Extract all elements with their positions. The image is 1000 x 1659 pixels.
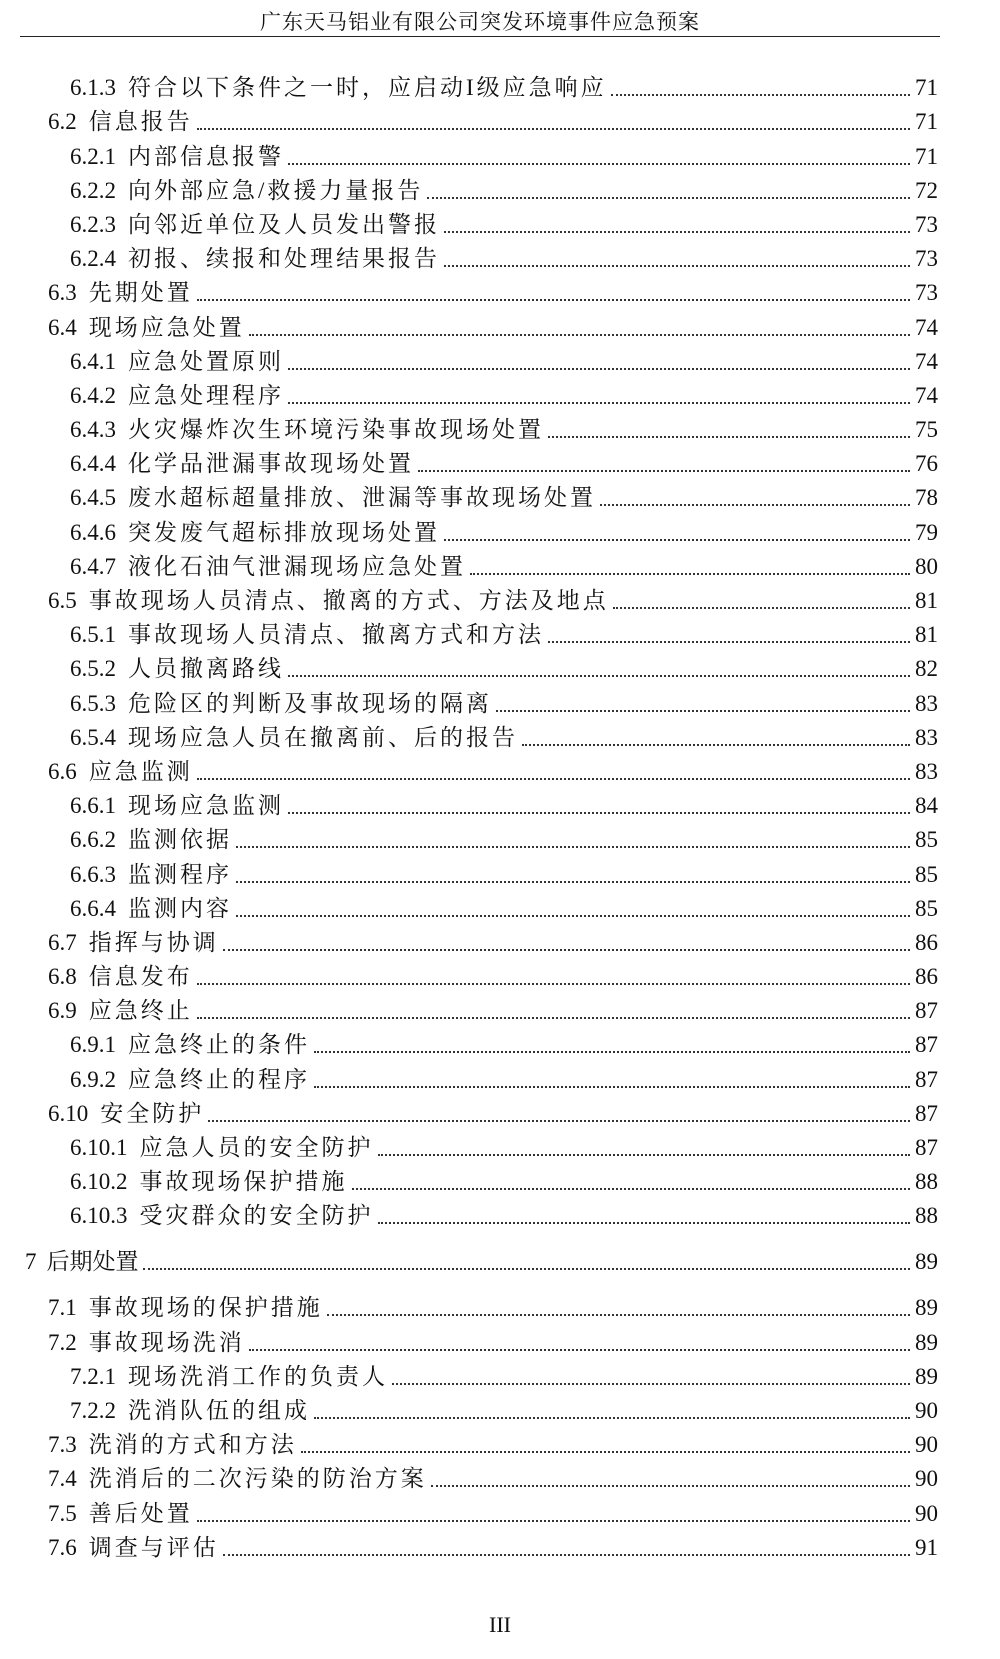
toc-entry[interactable] (0, 1230, 1000, 1276)
toc-entry[interactable] (0, 478, 1000, 512)
toc-entry-number: 6.4.5 (70, 485, 116, 511)
toc-entry-number: 6.2.3 (70, 211, 116, 237)
toc-entry-title: 现场应急人员在撤离前、后的报告 (128, 724, 518, 750)
toc-entry-number: 6.1.3 (70, 75, 116, 101)
toc-entry-page: 71 (915, 109, 938, 135)
dot-leader (522, 744, 910, 746)
toc-entry-page: 81 (915, 588, 938, 613)
toc-entry-title: 先期处置 (88, 280, 193, 306)
toc-entry-title: 监测程序 (128, 861, 232, 887)
toc-entry-page: 76 (915, 451, 938, 477)
toc-entry-number: 6.2.1 (70, 143, 116, 169)
toc-entry-number: 6.6 (48, 758, 77, 784)
toc-entry-number: 6.6.4 (70, 895, 116, 921)
toc-entry-number: 6.5.3 (70, 690, 116, 716)
toc-entry[interactable] (0, 1322, 1000, 1356)
toc-entry-page: 72 (915, 177, 938, 203)
toc-entry-title: 火灾爆炸次生环境污染事故现场处置 (128, 417, 544, 443)
toc-entry-title: 信息发布 (88, 964, 193, 990)
toc-entry-number: 6.6.1 (70, 793, 116, 819)
toc-entry[interactable] (0, 307, 1000, 341)
toc-entry-title: 向外部应急/救援力量报告 (128, 177, 424, 203)
toc-entry-title: 受灾群众的安全防护 (139, 1203, 374, 1229)
table-of-contents (0, 68, 1000, 1562)
toc-entry[interactable] (0, 273, 1000, 307)
toc-entry-number: 6.10.3 (70, 1203, 128, 1229)
toc-entry-number: 6.4.7 (70, 553, 116, 579)
toc-entry-page: 85 (915, 827, 938, 853)
dot-leader (223, 949, 910, 951)
dot-leader (431, 1485, 910, 1487)
dot-leader (611, 94, 910, 96)
toc-entry-title: 后期处置 (46, 1249, 139, 1275)
toc-entry-title: 洗消后的二次污染的防治方案 (88, 1466, 427, 1492)
toc-entry-page: 74 (915, 314, 938, 340)
toc-entry[interactable] (0, 581, 1000, 615)
toc-entry-page: 87 (915, 998, 938, 1024)
dot-leader (288, 163, 910, 165)
toc-entry-title: 事故现场人员清点、撤离的方式、方法及地点 (88, 588, 609, 613)
toc-entry-title: 液化石油气泄漏现场应急处置 (128, 553, 466, 579)
toc-entry[interactable] (0, 68, 1000, 102)
dot-leader (378, 1154, 911, 1156)
dot-leader (236, 846, 910, 848)
toc-entry-title: 初报、续报和处理结果报告 (128, 246, 440, 272)
running-header: 广东天马铝业有限公司突发环境事件应急预案 (20, 6, 940, 37)
toc-entry-number: 6.4.6 (70, 519, 116, 545)
toc-entry-title: 洗消队伍的组成 (128, 1397, 310, 1423)
toc-entry[interactable] (0, 820, 1000, 854)
dot-leader (288, 368, 910, 370)
toc-entry-title: 现场应急监测 (128, 793, 284, 819)
dot-leader (327, 1314, 910, 1316)
toc-entry-title: 事故现场洗消 (88, 1329, 245, 1355)
dot-leader (197, 778, 910, 780)
toc-entry[interactable] (0, 1094, 1000, 1128)
toc-entry-number: 6.4.1 (70, 348, 116, 374)
toc-entry-page: 86 (915, 964, 938, 990)
toc-entry-title: 应急处置原则 (128, 348, 284, 374)
toc-entry-number: 6.5 (48, 588, 77, 613)
toc-entry[interactable] (0, 342, 1000, 376)
toc-entry-title: 应急终止 (88, 998, 193, 1024)
toc-entry-number: 7 (25, 1249, 37, 1275)
toc-entry-number: 6.5.1 (70, 622, 116, 648)
toc-entry-page: 71 (915, 143, 938, 169)
toc-entry-number: 7.1 (48, 1295, 77, 1321)
toc-entry-number: 6.4.3 (70, 417, 116, 443)
toc-entry[interactable] (0, 1196, 1000, 1230)
toc-entry-page: 85 (915, 861, 938, 887)
toc-entry[interactable] (0, 1459, 1000, 1493)
toc-entry[interactable] (0, 718, 1000, 752)
toc-entry[interactable] (0, 376, 1000, 410)
dot-leader (143, 1268, 911, 1270)
toc-entry-number: 7.2.1 (70, 1363, 116, 1389)
dot-leader (444, 231, 910, 233)
toc-entry-page: 74 (915, 348, 938, 374)
toc-entry-title: 事故现场人员清点、撤离方式和方法 (128, 622, 544, 648)
toc-entry-number: 6.9.2 (70, 1066, 116, 1092)
dot-leader (392, 1383, 910, 1385)
toc-entry-page: 88 (915, 1169, 938, 1195)
page-number: III (489, 1612, 511, 1637)
dot-leader (427, 197, 910, 199)
toc-entry-page: 80 (915, 553, 938, 579)
toc-entry-number: 7.2.2 (70, 1397, 116, 1423)
toc-entry-title: 监测内容 (128, 895, 232, 921)
toc-entry-title: 应急人员的安全防护 (139, 1135, 374, 1160)
toc-entry-page: 79 (915, 519, 938, 545)
toc-entry-page: 89 (915, 1249, 938, 1275)
toc-entry[interactable] (0, 1357, 1000, 1391)
dot-leader (600, 504, 910, 506)
toc-entry-page: 89 (915, 1363, 938, 1389)
toc-entry-number: 7.2 (48, 1329, 77, 1355)
toc-entry-page: 85 (915, 895, 938, 921)
toc-entry-number: 7.6 (48, 1534, 77, 1560)
toc-entry-page: 78 (915, 485, 938, 511)
toc-entry[interactable] (0, 136, 1000, 170)
dot-leader (444, 265, 910, 267)
toc-entry-number: 6.2.2 (70, 177, 116, 203)
toc-entry[interactable] (0, 752, 1000, 786)
toc-entry[interactable] (0, 1391, 1000, 1425)
toc-entry-page: 74 (915, 382, 938, 408)
toc-entry-page: 73 (915, 211, 938, 237)
toc-entry[interactable] (0, 1425, 1000, 1459)
toc-entry-page: 75 (915, 417, 938, 443)
dot-leader (548, 641, 910, 643)
dot-leader (197, 299, 910, 301)
toc-entry[interactable] (0, 786, 1000, 820)
toc-entry-page: 83 (915, 724, 938, 750)
toc-entry[interactable] (0, 444, 1000, 478)
toc-entry-number: 6.7 (48, 929, 77, 955)
toc-entry-number: 6.4 (48, 314, 77, 340)
dot-leader (470, 573, 910, 575)
dot-leader (223, 1554, 910, 1556)
toc-entry-page: 89 (915, 1329, 938, 1355)
dot-leader (314, 1086, 910, 1088)
dot-leader (496, 710, 910, 712)
toc-entry-number: 7.3 (48, 1432, 77, 1458)
dot-leader (444, 539, 910, 541)
dot-leader (288, 812, 910, 814)
toc-entry-number: 6.4.4 (70, 451, 116, 477)
dot-leader (249, 1349, 910, 1351)
toc-entry[interactable] (0, 923, 1000, 957)
toc-entry[interactable] (0, 1162, 1000, 1196)
toc-entry-title: 调查与评估 (88, 1534, 219, 1560)
toc-entry-number: 6.10.2 (70, 1169, 128, 1195)
toc-entry-page: 90 (915, 1466, 938, 1492)
toc-entry-number: 6.9.1 (70, 1032, 116, 1058)
toc-entry-page: 88 (915, 1203, 938, 1229)
toc-entry-title: 人员撤离路线 (128, 656, 284, 682)
dot-leader (249, 334, 910, 336)
toc-entry-title: 应急处理程序 (128, 382, 284, 408)
dot-leader (236, 881, 910, 883)
toc-entry-title: 现场应急处置 (88, 314, 245, 340)
toc-entry-page: 82 (915, 656, 938, 682)
toc-entry-number: 6.8 (48, 964, 77, 990)
toc-entry-title: 危险区的判断及事故现场的隔离 (128, 690, 492, 716)
dot-leader (197, 1520, 910, 1522)
toc-entry[interactable] (0, 512, 1000, 546)
dot-leader (208, 1120, 910, 1122)
toc-entry[interactable] (0, 205, 1000, 239)
toc-entry-page: 87 (915, 1066, 938, 1092)
toc-entry-number: 6.10.1 (70, 1135, 128, 1160)
dot-leader (197, 983, 910, 985)
toc-entry[interactable] (0, 683, 1000, 717)
toc-entry-page: 90 (915, 1397, 938, 1423)
toc-entry-page: 73 (915, 280, 938, 306)
dot-leader (314, 1417, 910, 1419)
toc-entry-title: 废水超标超量排放、泄漏等事故现场处置 (128, 485, 596, 511)
toc-entry-number: 7.5 (48, 1500, 77, 1526)
toc-entry[interactable] (0, 1025, 1000, 1059)
toc-entry-page: 71 (915, 75, 938, 101)
toc-entry-title: 指挥与协调 (88, 929, 219, 955)
toc-entry[interactable] (0, 239, 1000, 273)
toc-entry[interactable] (0, 957, 1000, 991)
toc-entry-page: 83 (915, 758, 938, 784)
toc-entry[interactable] (0, 410, 1000, 444)
toc-entry-title: 应急终止的程序 (128, 1066, 310, 1092)
toc-entry-number: 6.4.2 (70, 382, 116, 408)
dot-leader (378, 1222, 911, 1224)
toc-entry-page: 89 (915, 1295, 938, 1321)
toc-entry-title: 安全防护 (100, 1100, 205, 1126)
dot-leader (288, 402, 910, 404)
dot-leader (352, 1188, 911, 1190)
dot-leader (548, 436, 910, 438)
toc-entry-number: 6.5.2 (70, 656, 116, 682)
toc-entry-title: 现场洗消工作的负责人 (128, 1363, 388, 1389)
toc-entry[interactable] (0, 547, 1000, 581)
toc-entry-page: 91 (915, 1534, 938, 1560)
dot-leader (314, 1051, 910, 1053)
toc-entry-page: 90 (915, 1500, 938, 1526)
toc-entry-title: 事故现场的保护措施 (88, 1295, 323, 1321)
toc-entry[interactable] (0, 171, 1000, 205)
toc-entry[interactable] (0, 102, 1000, 136)
toc-entry-title: 善后处置 (88, 1500, 193, 1526)
toc-entry-title: 符合以下条件之一时，应启动I级应急响应 (128, 75, 607, 101)
toc-entry-page: 83 (915, 690, 938, 716)
toc-entry-number: 6.3 (48, 280, 77, 306)
toc-entry-page: 73 (915, 246, 938, 272)
toc-entry-page: 87 (915, 1135, 938, 1160)
toc-entry-title: 事故现场保护措施 (139, 1169, 348, 1195)
toc-entry-page: 87 (915, 1100, 938, 1126)
toc-entry[interactable] (0, 1493, 1000, 1527)
toc-entry-page: 84 (915, 793, 938, 819)
dot-leader (301, 1451, 910, 1453)
toc-entry[interactable] (0, 991, 1000, 1025)
toc-entry-number: 6.9 (48, 998, 77, 1024)
toc-entry-number: 6.2.4 (70, 246, 116, 272)
toc-entry[interactable] (0, 1128, 1000, 1162)
toc-entry-title: 应急监测 (88, 758, 193, 784)
toc-entry-title: 突发废气超标排放现场处置 (128, 519, 440, 545)
toc-entry-page: 87 (915, 1032, 938, 1058)
toc-entry-page: 81 (915, 622, 938, 648)
dot-leader (236, 915, 910, 917)
toc-entry-title: 信息报告 (88, 109, 193, 135)
dot-leader (197, 1017, 910, 1019)
dot-leader (197, 128, 910, 130)
dot-leader (288, 675, 910, 677)
toc-entry-number: 6.6.2 (70, 827, 116, 853)
toc-entry-number: 6.5.4 (70, 724, 116, 750)
toc-entry-title: 化学品泄漏事故现场处置 (128, 451, 414, 477)
toc-entry-title: 向邻近单位及人员发出警报 (128, 211, 440, 237)
toc-entry[interactable] (0, 1059, 1000, 1093)
toc-entry-number: 7.4 (48, 1466, 77, 1492)
toc-entry[interactable] (0, 889, 1000, 923)
dot-leader (418, 470, 910, 472)
toc-entry-title: 监测依据 (128, 827, 232, 853)
toc-entry-page: 86 (915, 929, 938, 955)
toc-entry[interactable] (0, 649, 1000, 683)
toc-entry[interactable] (0, 615, 1000, 649)
toc-entry-title: 洗消的方式和方法 (88, 1432, 297, 1458)
dot-leader (613, 607, 910, 609)
toc-entry-number: 6.6.3 (70, 861, 116, 887)
toc-entry-title: 内部信息报警 (128, 143, 284, 169)
toc-entry[interactable] (0, 854, 1000, 888)
toc-entry-number: 6.10 (48, 1100, 89, 1126)
toc-entry[interactable] (0, 1528, 1000, 1562)
toc-entry-page: 90 (915, 1432, 938, 1458)
toc-entry[interactable] (0, 1276, 1000, 1322)
toc-entry-title: 应急终止的条件 (128, 1032, 310, 1058)
toc-entry-number: 6.2 (48, 109, 77, 135)
